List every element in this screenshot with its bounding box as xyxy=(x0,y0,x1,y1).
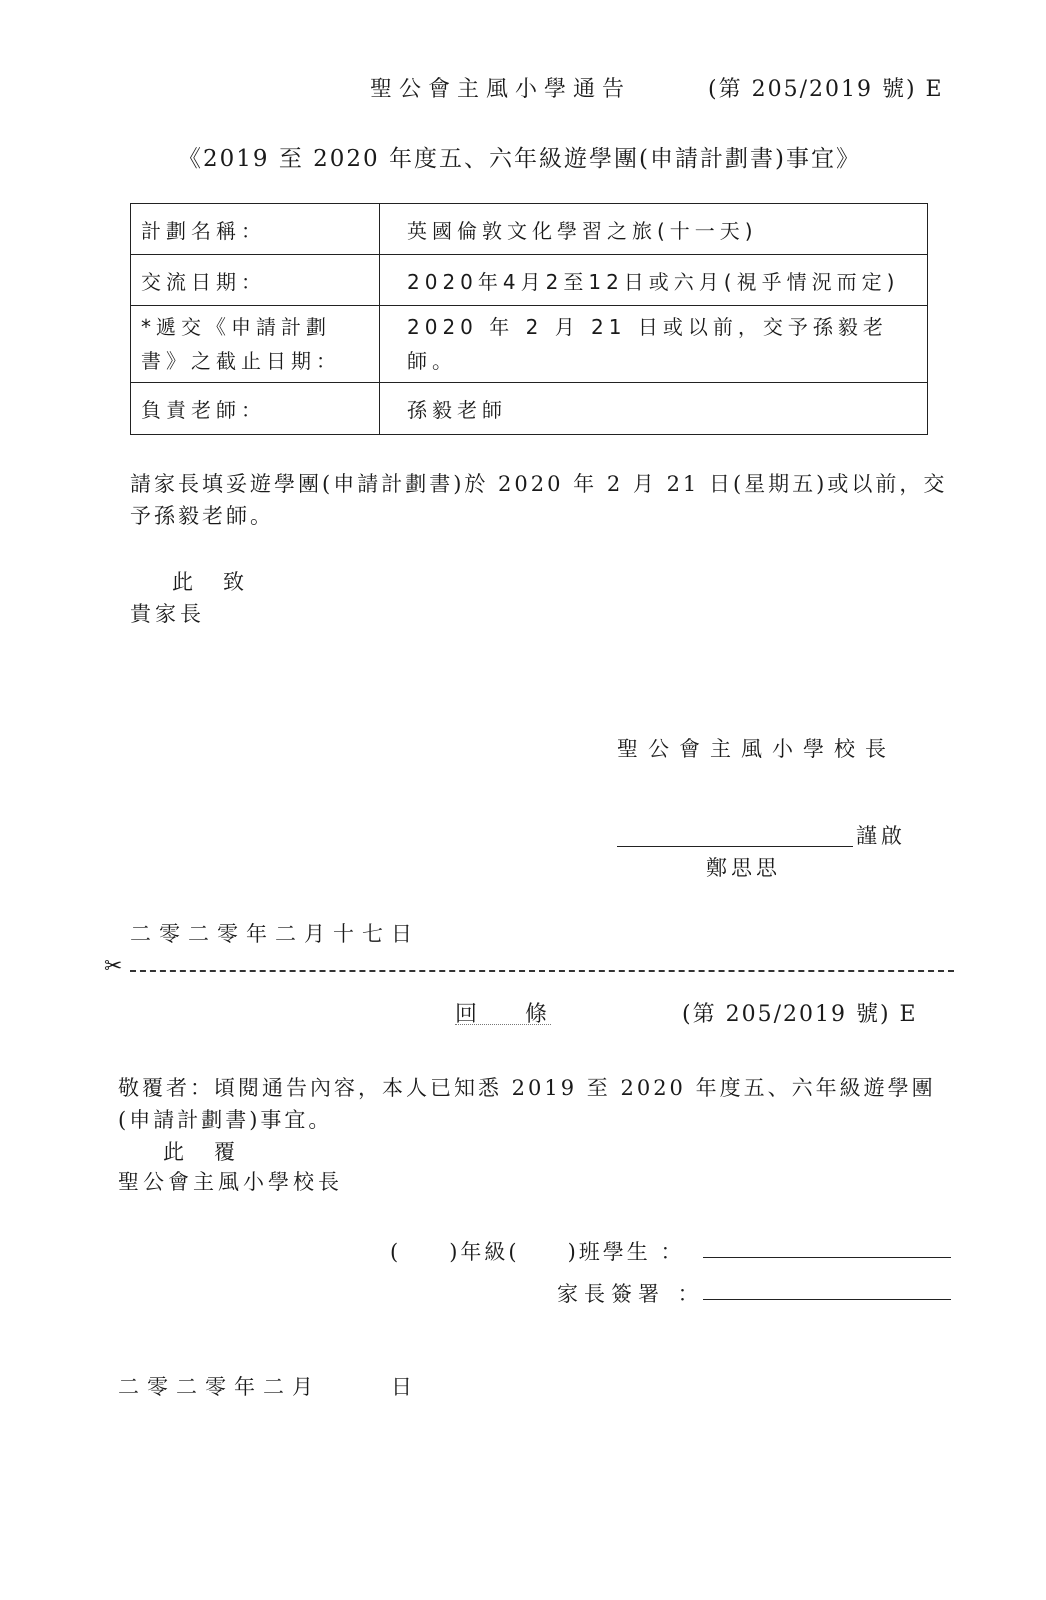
reply-notice-number: (第 205/2019 號) E xyxy=(682,1002,918,1027)
table-row xyxy=(131,204,928,255)
notice-number: (第 205/2019 號) E xyxy=(708,77,944,102)
notice-title: 聖公會主風小學通告 xyxy=(370,77,632,102)
reply-date-suffix: 日 xyxy=(391,1375,412,1399)
row-value: 2020年4月2至12日或六月(視乎情況而定) xyxy=(380,255,928,306)
table-row xyxy=(131,255,928,306)
salutation-cifu: 此覆 xyxy=(163,1140,265,1164)
table-row xyxy=(131,306,928,383)
body-paragraph: 請家長填妥遊學團(申請計劃書)於 2020 年 2 月 21 日(星期五)或以前，交予孫毅老師。 xyxy=(130,472,948,528)
row-value: 英國倫敦文化學習之旅(十一天) xyxy=(380,204,928,255)
reply-paragraph: 敬覆者：頃閱通告內容，本人已知悉 2019 至 2020 年度五、六年級遊學團(申請計劃書)事宜。 xyxy=(118,1076,936,1132)
student-class-label: ( )年級( )班學生 ： xyxy=(390,1240,685,1264)
salutation-cizhi: 此致 xyxy=(172,570,274,594)
reply-title-char: 條 xyxy=(525,1002,548,1027)
row-label: 負責老師： xyxy=(131,383,380,435)
reply-title-char: 回 xyxy=(455,1002,478,1027)
row-label: 交流日期： xyxy=(131,255,380,306)
notice-subject: 《2019 至 2020 年度五、六年級遊學團(申請計劃書)事宜》 xyxy=(178,146,861,172)
cut-line xyxy=(130,970,954,972)
row-value: 2020 年 2 月 21 日或以前，交予孫毅老師。 xyxy=(380,306,928,383)
principal-name: 鄭思思 xyxy=(706,856,781,880)
plan-info-table xyxy=(130,203,928,435)
row-label xyxy=(131,306,380,383)
reply-date-prefix: 二零二零年二月 xyxy=(118,1375,321,1399)
scissors-icon: ✂ xyxy=(104,954,123,979)
addressee: 貴家長 xyxy=(130,602,205,626)
table-row xyxy=(131,383,928,435)
signature-line xyxy=(617,846,853,847)
reply-addressee: 聖公會主風小學校長 xyxy=(118,1170,343,1194)
row-label: 計劃名稱： xyxy=(131,204,380,255)
principal-title: 聖公會主風小學校長 xyxy=(617,737,896,761)
row-value: 孫毅老師 xyxy=(380,383,928,435)
parent-signature-field[interactable] xyxy=(703,1299,951,1300)
parent-signature-label: 家長簽署 ： xyxy=(557,1282,705,1306)
row-label-line: *遞交《申請計劃 xyxy=(141,315,331,339)
notice-date: 二零二零年二月十七日 xyxy=(130,922,420,946)
student-name-field[interactable] xyxy=(703,1257,951,1258)
closing-text: 謹啟 xyxy=(856,824,906,848)
row-label-line: 書》之截止日期： xyxy=(141,349,341,373)
reply-title-underline xyxy=(455,1024,551,1025)
